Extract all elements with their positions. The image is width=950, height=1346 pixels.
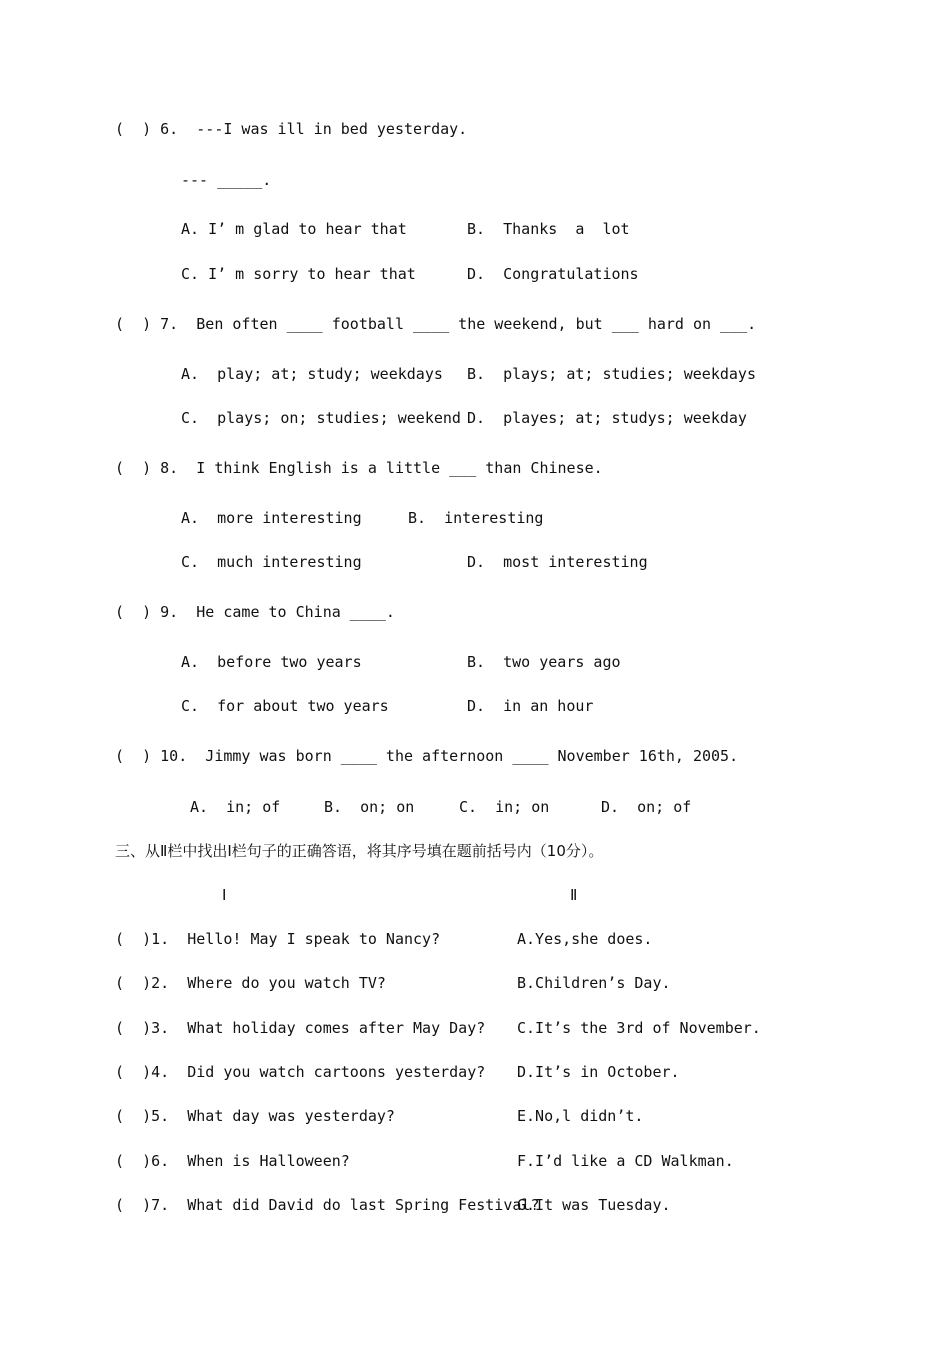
- q7-stem: ( ) 7. Ben often ____ football ____ the weekend, but ___ hard on ___.: [115, 315, 757, 333]
- q6-stem: ( ) 6. ---I was ill in bed yesterday.: [115, 120, 468, 138]
- q8-option-a: A. more interesting: [181, 509, 362, 527]
- match-question-4: ( )4. Did you watch cartoons yesterday?: [115, 1063, 486, 1081]
- q9-option-c: C. for about two years: [181, 697, 389, 715]
- q7-option-a: A. play; at; study; weekdays: [181, 365, 443, 383]
- q7-option-b: B. plays; at; studies; weekdays: [467, 365, 756, 383]
- match-answer-b: B.Children’s Day.: [517, 974, 671, 992]
- q9-option-b: B. two years ago: [467, 653, 621, 671]
- q9-option-d: D. in an hour: [467, 697, 594, 715]
- q6-reply: --- _____.: [181, 171, 272, 189]
- match-answer-a: A.Yes,she does.: [517, 930, 653, 948]
- match-answer-f: F.I’d like a CD Walkman.: [517, 1152, 734, 1170]
- section3-col1-header: Ⅰ: [222, 886, 227, 904]
- match-question-7: ( )7. What did David do last Spring Festival?: [115, 1196, 540, 1214]
- match-question-6: ( )6. When is Halloween?: [115, 1152, 350, 1170]
- q9-stem: ( ) 9. He came to China ____.: [115, 603, 395, 621]
- q10-option-b: B. on; on: [324, 798, 415, 816]
- q10-option-d: D. on; of: [601, 798, 692, 816]
- match-question-3: ( )3. What holiday comes after May Day?: [115, 1019, 486, 1037]
- q8-option-b: B. interesting: [408, 509, 544, 527]
- match-question-2: ( )2. Where do you watch TV?: [115, 974, 386, 992]
- q8-stem: ( ) 8. I think English is a little ___ than Chinese.: [115, 459, 603, 477]
- q7-option-c: C. plays; on; studies; weekend: [181, 409, 461, 427]
- q8-option-d: D. most interesting: [467, 553, 648, 571]
- match-question-5: ( )5. What day was yesterday?: [115, 1107, 395, 1125]
- section3-col2-header: Ⅱ: [570, 886, 578, 904]
- q7-option-d: D. playes; at; studys; weekday: [467, 409, 747, 427]
- q6-option-a: A. I’ m glad to hear that: [181, 220, 407, 238]
- q6-option-b: B. Thanks a lot: [467, 220, 630, 238]
- section3-title: 三、从Ⅱ栏中找出Ⅰ栏句子的正确答语，将其序号填在题前括号内（10分）。: [115, 842, 604, 860]
- match-question-1: ( )1. Hello! May I speak to Nancy?: [115, 930, 441, 948]
- match-answer-e: E.No,l didn’t.: [517, 1107, 644, 1125]
- q6-option-d: D. Congratulations: [467, 265, 639, 283]
- q6-option-c: C. I’ m sorry to hear that: [181, 265, 416, 283]
- match-answer-c: C.It’s the 3rd of November.: [517, 1019, 761, 1037]
- q10-stem: ( ) 10. Jimmy was born ____ the afternoon ____ November 16th, 2005.: [115, 747, 739, 765]
- q9-option-a: A. before two years: [181, 653, 362, 671]
- match-answer-g: G.It was Tuesday.: [517, 1196, 671, 1214]
- q10-option-c: C. in; on: [459, 798, 550, 816]
- q8-option-c: C. much interesting: [181, 553, 362, 571]
- q10-option-a: A. in; of: [190, 798, 281, 816]
- match-answer-d: D.It’s in October.: [517, 1063, 680, 1081]
